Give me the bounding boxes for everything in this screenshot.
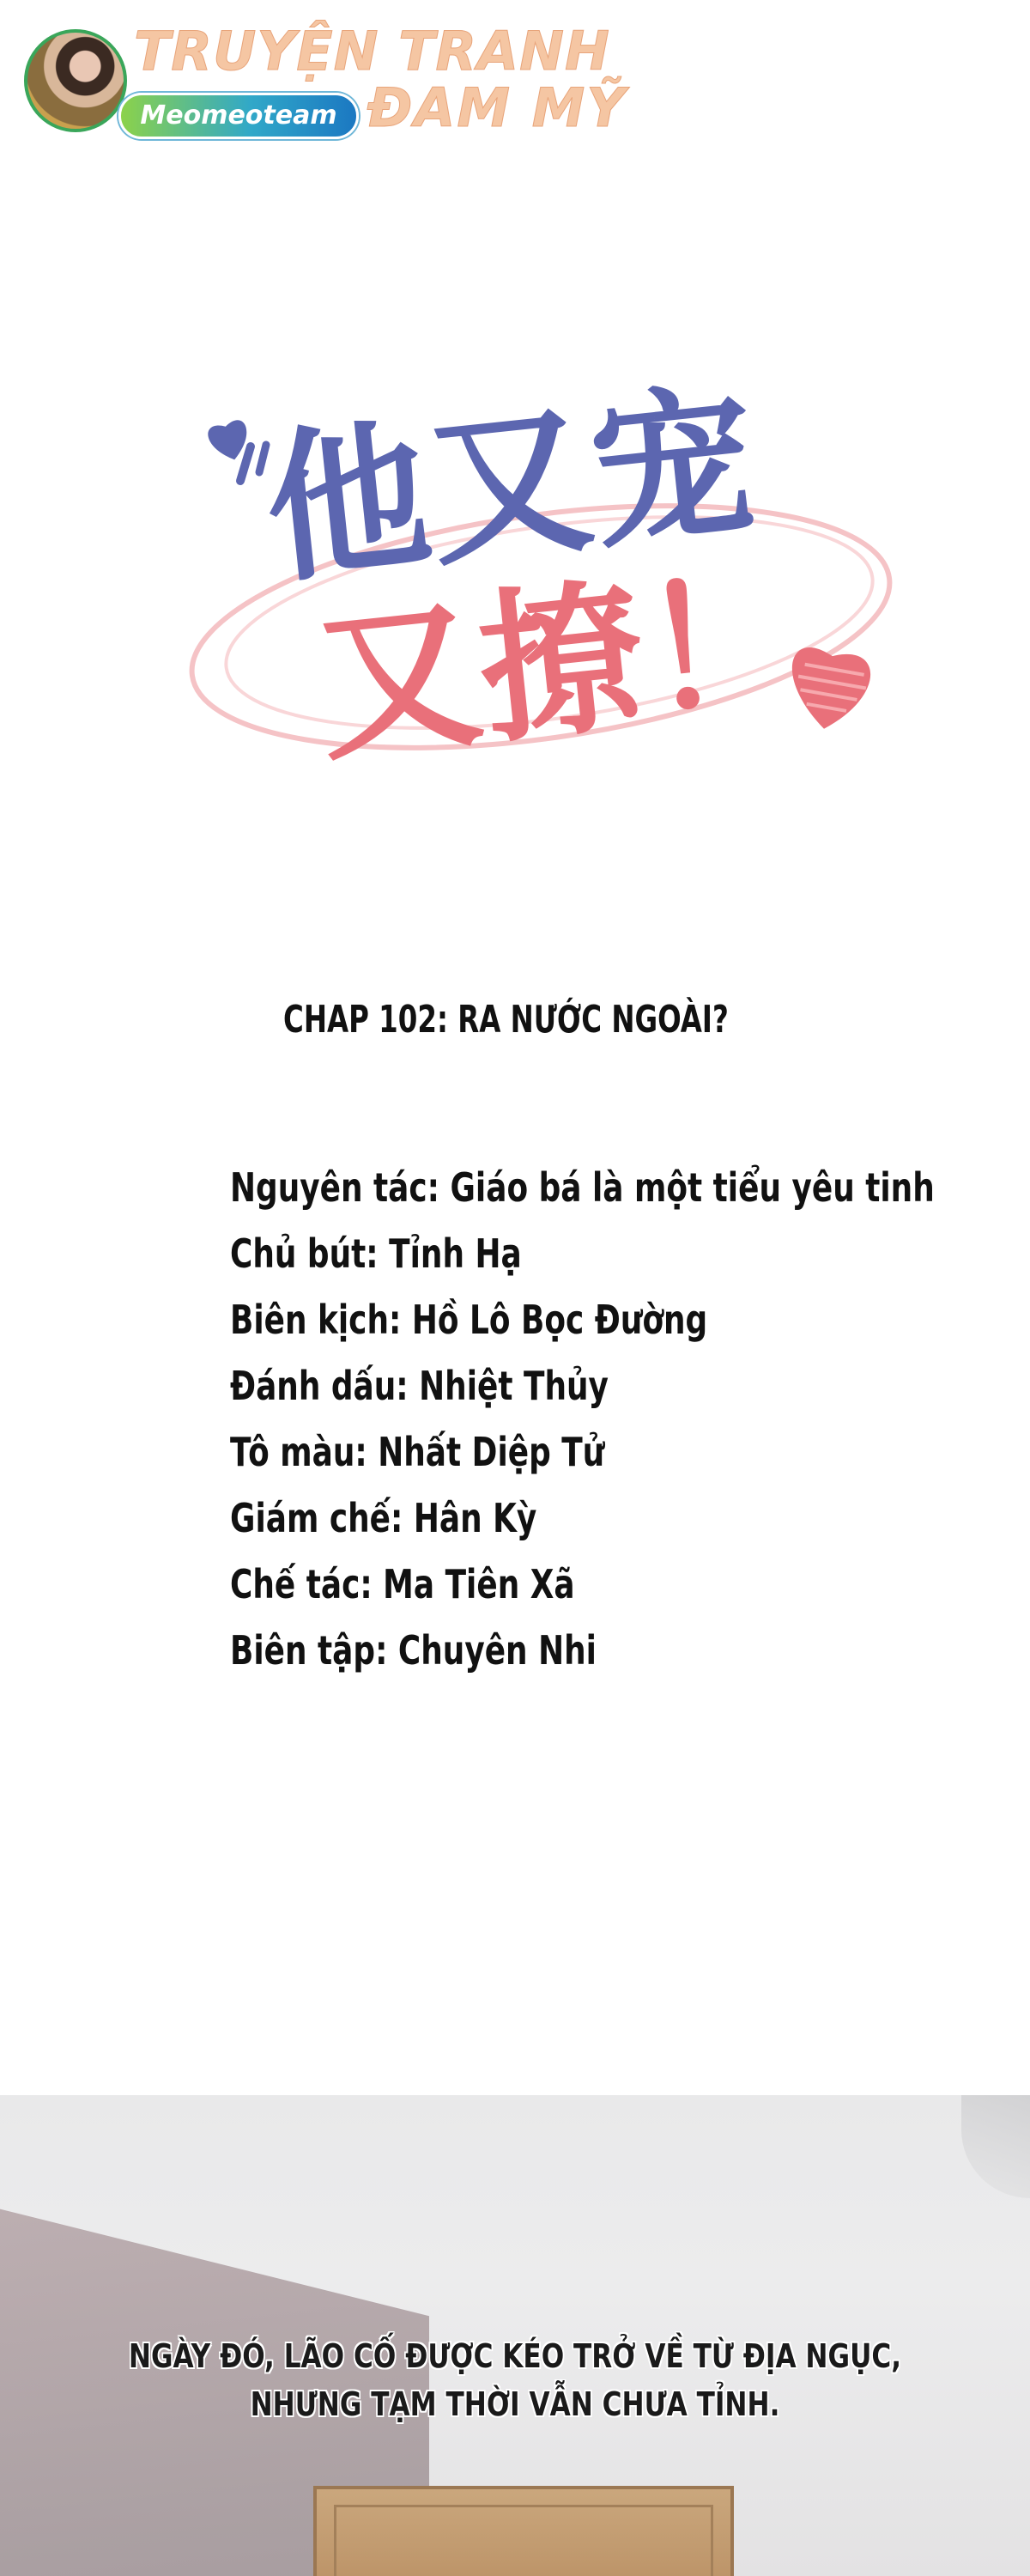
narration-box (0, 2332, 1030, 2428)
watermark-subtitle: ĐAM MỸ (367, 76, 627, 139)
narration-line-1: NGÀY ĐÓ, LÃO CỐ ĐƯỢC KÉO TRỞ VỀ TỪ ĐỊA NGỤC, (128, 2337, 902, 2375)
team-badge: Meomeoteam (118, 93, 359, 139)
credit-production: Chế tác: Ma Tiên Xã (230, 1561, 575, 1607)
credit-lineart: Đánh dấu: Nhiệt Thủy (230, 1363, 609, 1409)
team-avatar (24, 29, 127, 132)
door-panel (334, 2505, 713, 2576)
panel-corner-shade (961, 2095, 1030, 2198)
comic-panel (0, 2095, 1030, 2576)
logo-line-2: 又撩！ (308, 544, 815, 784)
credit-script: Biên kịch: Hồ Lô Bọc Đường (230, 1297, 708, 1343)
credit-editor: Biên tập: Chuyên Nhi (230, 1627, 597, 1674)
chapter-title: CHAP 102: RA NƯỚC NGOÀI? (283, 998, 729, 1042)
logo-line-1: 他又宠 (257, 366, 764, 606)
heart-tail (240, 447, 251, 481)
credit-original: Nguyên tác: Giáo bá là một tiểu yêu tinh (230, 1164, 935, 1211)
watermark (24, 20, 627, 143)
credits-list (230, 1155, 1030, 1684)
watermark-title: TRUYỆN TRANH (134, 20, 610, 82)
credit-lead-artist: Chủ bút: Tỉnh Hạ (230, 1230, 522, 1277)
credit-supervisor: Giám chế: Hân Kỳ (230, 1495, 537, 1541)
series-logo (180, 343, 918, 790)
door (313, 2486, 734, 2576)
narration-line-2: NHƯNG TẠM THỜI VẪN CHƯA TỈNH. (250, 2385, 780, 2423)
credit-coloring: Tô màu: Nhất Diệp Tử (230, 1429, 605, 1475)
